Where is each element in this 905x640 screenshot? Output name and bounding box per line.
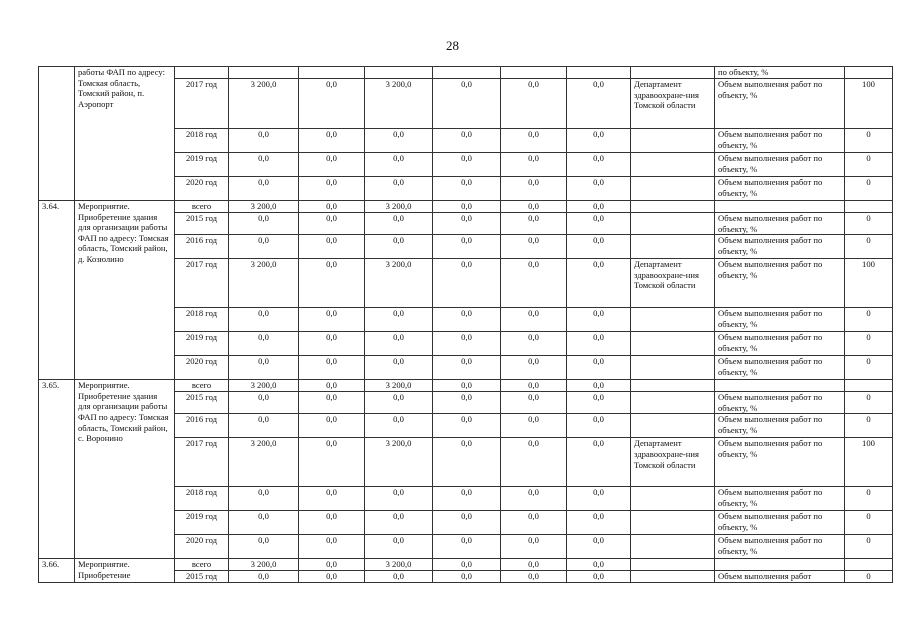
table-row [39, 559, 893, 571]
period-cell: всего [175, 559, 229, 571]
funding-cell: 3 200,0 [365, 380, 433, 392]
funding-cell: 0,0 [365, 177, 433, 201]
indicator-value-cell: 0 [845, 235, 893, 259]
indicator-value-cell: 100 [845, 438, 893, 487]
activity-name: Мероприятие. Приобретение здания для организации работы ФАП по адресу: Томская область, Томский район, с. Воронино [75, 380, 175, 559]
funding-cell: 0,0 [567, 332, 631, 356]
funding-cell [567, 67, 631, 79]
period-cell: 2020 год [175, 356, 229, 380]
funding-cell: 0,0 [567, 511, 631, 535]
funding-cell: 0,0 [567, 571, 631, 583]
indicator-cell [715, 380, 845, 392]
funding-cell: 0,0 [433, 201, 501, 213]
funding-cell: 3 200,0 [229, 79, 299, 129]
funding-cell: 0,0 [365, 129, 433, 153]
indicator-cell: Объем выполнения работ по объекту, % [715, 438, 845, 487]
funding-cell: 0,0 [229, 332, 299, 356]
funding-cell: 0,0 [501, 559, 567, 571]
indicator-cell: Объем выполнения работ по объекту, % [715, 356, 845, 380]
funding-cell: 3 200,0 [365, 438, 433, 487]
table-row [39, 67, 893, 79]
funding-cell: 0,0 [567, 392, 631, 414]
funding-cell: 0,0 [365, 392, 433, 414]
activity-code: 3.65. [39, 380, 75, 559]
period-cell [175, 67, 229, 79]
funding-cell: 0,0 [433, 414, 501, 438]
funding-cell: 0,0 [501, 332, 567, 356]
indicator-value-cell: 0 [845, 129, 893, 153]
funding-cell: 0,0 [433, 79, 501, 129]
funding-cell: 3 200,0 [365, 259, 433, 308]
funding-cell: 0,0 [433, 392, 501, 414]
indicator-value-cell: 0 [845, 213, 893, 235]
funding-cell: 0,0 [567, 129, 631, 153]
responsible-dept-cell [631, 332, 715, 356]
funding-cell: 3 200,0 [229, 201, 299, 213]
indicator-cell [715, 201, 845, 213]
funding-cell: 0,0 [365, 235, 433, 259]
responsible-dept-cell [631, 559, 715, 571]
indicator-value-cell [845, 380, 893, 392]
funding-cell: 0,0 [299, 79, 365, 129]
indicator-value-cell [845, 67, 893, 79]
funding-cell: 0,0 [299, 259, 365, 308]
responsible-dept-cell [631, 356, 715, 380]
period-cell: 2015 год [175, 571, 229, 583]
funding-cell: 0,0 [501, 356, 567, 380]
funding-cell: 0,0 [501, 571, 567, 583]
period-cell: 2019 год [175, 511, 229, 535]
funding-cell: 0,0 [567, 380, 631, 392]
indicator-cell: Объем выполнения работ по объекту, % [715, 487, 845, 511]
funding-cell: 0,0 [365, 153, 433, 177]
funding-cell: 0,0 [299, 535, 365, 559]
funding-cell: 0,0 [229, 153, 299, 177]
period-cell: 2016 год [175, 235, 229, 259]
funding-cell: 0,0 [365, 332, 433, 356]
funding-cell: 0,0 [229, 392, 299, 414]
indicator-value-cell: 0 [845, 356, 893, 380]
funding-cell: 0,0 [299, 153, 365, 177]
funding-cell: 0,0 [365, 213, 433, 235]
funding-cell: 0,0 [567, 79, 631, 129]
funding-cell [299, 67, 365, 79]
funding-cell: 0,0 [501, 511, 567, 535]
indicator-value-cell: 100 [845, 79, 893, 129]
funding-cell: 0,0 [501, 79, 567, 129]
funding-cell: 0,0 [299, 177, 365, 201]
indicator-value-cell: 0 [845, 571, 893, 583]
funding-cell: 0,0 [433, 511, 501, 535]
indicator-value-cell: 0 [845, 332, 893, 356]
table-row [39, 201, 893, 213]
page-number: 28 [446, 38, 459, 53]
funding-cell: 0,0 [501, 201, 567, 213]
responsible-dept-cell: Департамент здравоохране-ния Томской области [631, 259, 715, 308]
indicator-cell: Объем выполнения работ по объекту, % [715, 332, 845, 356]
funding-cell: 0,0 [229, 356, 299, 380]
period-cell: всего [175, 201, 229, 213]
funding-cell: 0,0 [433, 129, 501, 153]
responsible-dept-cell [631, 153, 715, 177]
funding-cell: 0,0 [501, 153, 567, 177]
funding-cell: 0,0 [299, 308, 365, 332]
funding-cell: 0,0 [501, 487, 567, 511]
funding-cell: 0,0 [365, 308, 433, 332]
funding-cell: 0,0 [299, 356, 365, 380]
funding-cell: 3 200,0 [229, 380, 299, 392]
period-cell: 2018 год [175, 129, 229, 153]
indicator-value-cell: 0 [845, 414, 893, 438]
indicator-cell: Объем выполнения работ по объекту, % [715, 414, 845, 438]
funding-cell: 0,0 [433, 213, 501, 235]
responsible-dept-cell [631, 201, 715, 213]
funding-cell: 0,0 [433, 571, 501, 583]
funding-cell: 0,0 [567, 259, 631, 308]
funding-cell: 0,0 [229, 535, 299, 559]
funding-cell: 3 200,0 [365, 79, 433, 129]
responsible-dept-cell [631, 414, 715, 438]
indicator-cell: Объем выполнения работ по объекту, % [715, 259, 845, 308]
funding-cell: 0,0 [299, 201, 365, 213]
funding-cell: 0,0 [501, 414, 567, 438]
funding-cell: 0,0 [567, 487, 631, 511]
funding-cell: 0,0 [501, 177, 567, 201]
period-cell: 2020 год [175, 177, 229, 201]
indicator-cell: Объем выполнения работ по объекту, % [715, 235, 845, 259]
funding-cell: 0,0 [501, 535, 567, 559]
program-table [38, 66, 893, 583]
funding-cell: 0,0 [299, 213, 365, 235]
funding-cell: 0,0 [299, 559, 365, 571]
indicator-value-cell: 0 [845, 392, 893, 414]
funding-cell: 0,0 [501, 380, 567, 392]
funding-cell: 0,0 [433, 153, 501, 177]
funding-cell: 0,0 [229, 308, 299, 332]
responsible-dept-cell [631, 213, 715, 235]
responsible-dept-cell [631, 308, 715, 332]
responsible-dept-cell [631, 67, 715, 79]
funding-cell: 3 200,0 [229, 559, 299, 571]
indicator-cell: по объекту, % [715, 67, 845, 79]
period-cell: 2018 год [175, 308, 229, 332]
funding-cell: 0,0 [299, 487, 365, 511]
funding-cell: 0,0 [501, 129, 567, 153]
activity-code: 3.66. [39, 559, 75, 583]
funding-cell: 0,0 [365, 511, 433, 535]
indicator-cell: Объем выполнения работ по объекту, % [715, 213, 845, 235]
funding-cell: 0,0 [567, 414, 631, 438]
period-cell: всего [175, 380, 229, 392]
responsible-dept-cell [631, 392, 715, 414]
funding-cell: 0,0 [299, 438, 365, 487]
indicator-value-cell: 0 [845, 177, 893, 201]
funding-cell: 3 200,0 [365, 201, 433, 213]
responsible-dept-cell [631, 380, 715, 392]
indicator-cell: Объем выполнения работ по объекту, % [715, 79, 845, 129]
funding-cell: 0,0 [299, 571, 365, 583]
funding-cell: 0,0 [501, 259, 567, 308]
period-cell: 2015 год [175, 392, 229, 414]
funding-cell: 0,0 [229, 177, 299, 201]
funding-cell: 0,0 [229, 213, 299, 235]
activity-code: 3.64. [39, 201, 75, 380]
indicator-cell: Объем выполнения работ по объекту, % [715, 511, 845, 535]
responsible-dept-cell [631, 535, 715, 559]
funding-cell: 0,0 [433, 308, 501, 332]
funding-cell: 0,0 [567, 213, 631, 235]
table-row [39, 380, 893, 392]
funding-cell: 0,0 [567, 235, 631, 259]
funding-cell: 0,0 [433, 177, 501, 201]
funding-cell: 0,0 [567, 559, 631, 571]
funding-cell: 3 200,0 [365, 559, 433, 571]
indicator-value-cell [845, 559, 893, 571]
period-cell: 2019 год [175, 332, 229, 356]
funding-cell: 3 200,0 [229, 259, 299, 308]
funding-cell: 0,0 [229, 414, 299, 438]
funding-cell: 0,0 [501, 392, 567, 414]
indicator-value-cell: 0 [845, 487, 893, 511]
period-cell: 2020 год [175, 535, 229, 559]
funding-cell: 0,0 [433, 380, 501, 392]
indicator-cell: Объем выполнения работ по объекту, % [715, 308, 845, 332]
indicator-cell: Объем выполнения работ по объекту, % [715, 177, 845, 201]
funding-cell: 0,0 [433, 332, 501, 356]
responsible-dept-cell [631, 487, 715, 511]
responsible-dept-cell: Департамент здравоохране-ния Томской области [631, 79, 715, 129]
period-cell: 2015 год [175, 213, 229, 235]
funding-cell: 0,0 [229, 571, 299, 583]
funding-cell: 0,0 [229, 511, 299, 535]
indicator-value-cell [845, 201, 893, 213]
funding-cell: 0,0 [229, 235, 299, 259]
funding-cell: 0,0 [433, 487, 501, 511]
indicator-cell: Объем выполнения работ по объекту, % [715, 392, 845, 414]
funding-cell [229, 67, 299, 79]
funding-cell: 0,0 [365, 414, 433, 438]
funding-cell [433, 67, 501, 79]
funding-cell: 0,0 [299, 392, 365, 414]
funding-cell: 0,0 [567, 201, 631, 213]
responsible-dept-cell [631, 177, 715, 201]
funding-cell: 0,0 [433, 559, 501, 571]
activity-name: работы ФАП по адресу: Томская область, Томский район, п. Аэропорт [75, 67, 175, 201]
period-cell: 2016 год [175, 414, 229, 438]
funding-cell: 0,0 [365, 356, 433, 380]
funding-cell: 0,0 [567, 177, 631, 201]
funding-cell: 0,0 [501, 438, 567, 487]
period-cell: 2018 год [175, 487, 229, 511]
funding-cell: 0,0 [567, 308, 631, 332]
indicator-cell: Объем выполнения работ по объекту, % [715, 535, 845, 559]
period-cell: 2017 год [175, 259, 229, 308]
funding-cell: 0,0 [299, 332, 365, 356]
funding-cell [501, 67, 567, 79]
indicator-cell: Объем выполнения работ [715, 571, 845, 583]
responsible-dept-cell [631, 571, 715, 583]
period-cell: 2017 год [175, 79, 229, 129]
funding-cell: 0,0 [299, 235, 365, 259]
indicator-value-cell: 0 [845, 308, 893, 332]
activity-name: Мероприятие. Приобретение [75, 559, 175, 583]
funding-cell: 0,0 [299, 414, 365, 438]
period-cell: 2017 год [175, 438, 229, 487]
indicator-cell: Объем выполнения работ по объекту, % [715, 153, 845, 177]
indicator-cell: Объем выполнения работ по объекту, % [715, 129, 845, 153]
indicator-value-cell: 0 [845, 511, 893, 535]
responsible-dept-cell [631, 511, 715, 535]
funding-cell: 0,0 [229, 129, 299, 153]
responsible-dept-cell [631, 235, 715, 259]
indicator-value-cell: 0 [845, 535, 893, 559]
funding-cell: 0,0 [567, 535, 631, 559]
period-cell: 2019 год [175, 153, 229, 177]
funding-cell: 0,0 [299, 129, 365, 153]
funding-cell: 0,0 [567, 153, 631, 177]
funding-cell: 3 200,0 [229, 438, 299, 487]
funding-cell: 0,0 [299, 380, 365, 392]
funding-cell: 0,0 [433, 535, 501, 559]
funding-cell: 0,0 [299, 511, 365, 535]
funding-cell: 0,0 [229, 487, 299, 511]
funding-cell: 0,0 [501, 213, 567, 235]
funding-cell: 0,0 [365, 487, 433, 511]
activity-name: Мероприятие. Приобретение здания для организации работы ФАП по адресу: Томская область, Томский район, д. Козюлино [75, 201, 175, 380]
funding-cell: 0,0 [433, 259, 501, 308]
funding-cell [365, 67, 433, 79]
funding-cell: 0,0 [365, 571, 433, 583]
funding-cell: 0,0 [567, 438, 631, 487]
funding-cell: 0,0 [433, 235, 501, 259]
funding-cell: 0,0 [365, 535, 433, 559]
activity-code [39, 67, 75, 201]
funding-cell: 0,0 [433, 438, 501, 487]
funding-cell: 0,0 [501, 235, 567, 259]
responsible-dept-cell: Департамент здравоохране-ния Томской области [631, 438, 715, 487]
indicator-cell [715, 559, 845, 571]
indicator-value-cell: 0 [845, 153, 893, 177]
indicator-value-cell: 100 [845, 259, 893, 308]
funding-cell: 0,0 [567, 356, 631, 380]
funding-cell: 0,0 [501, 308, 567, 332]
funding-cell: 0,0 [433, 356, 501, 380]
responsible-dept-cell [631, 129, 715, 153]
